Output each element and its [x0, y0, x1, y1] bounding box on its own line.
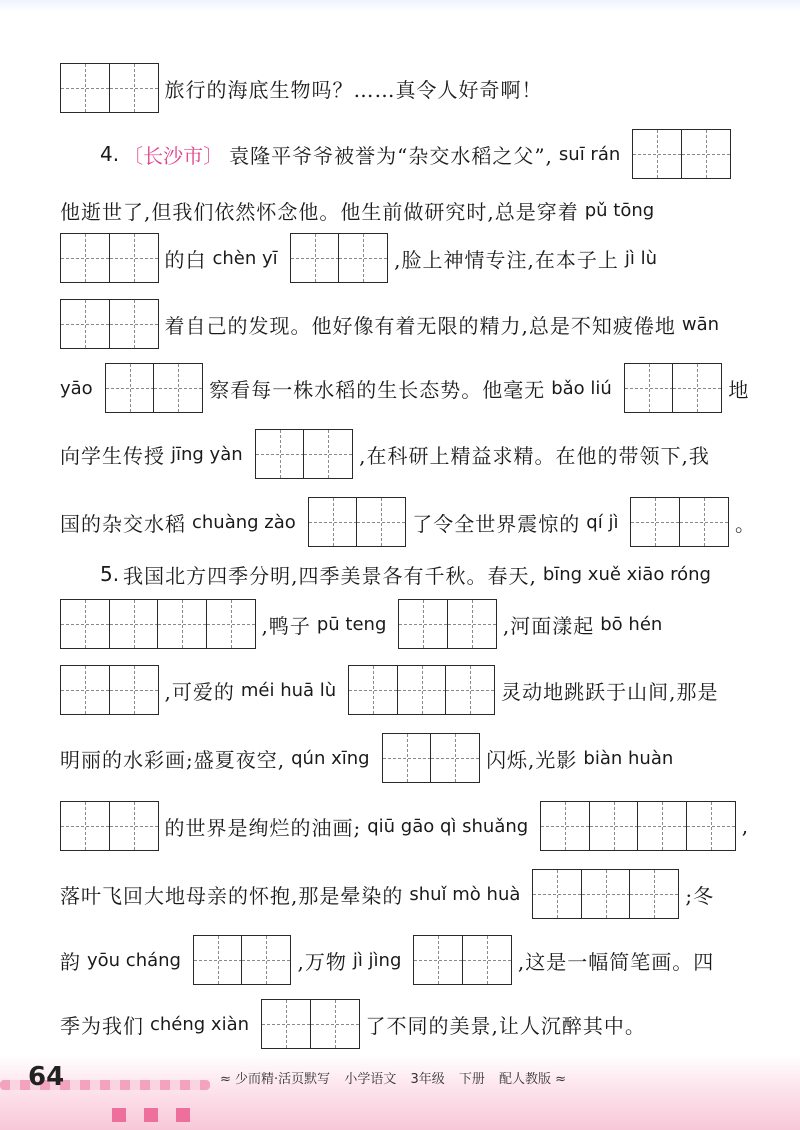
pinyin-prompt: pǔ tōng [584, 199, 655, 221]
answer-box-group[interactable] [60, 63, 159, 113]
answer-box-group[interactable] [60, 299, 159, 349]
answer-cell[interactable] [686, 801, 736, 851]
answer-box-group[interactable] [60, 599, 256, 649]
footer-subject: 小学语文 [344, 1072, 397, 1087]
answer-cell[interactable] [540, 801, 590, 851]
answer-box-group[interactable] [105, 363, 204, 413]
answer-cell[interactable] [241, 935, 291, 985]
pinyin-prompt: chèn yī [212, 247, 278, 269]
text-line [60, 664, 719, 716]
answer-cell[interactable] [206, 599, 256, 649]
line-text: 的世界是绚烂的油画; [164, 815, 362, 840]
text-line [60, 496, 756, 548]
text-line [60, 298, 725, 350]
answer-cell[interactable] [413, 935, 463, 985]
answer-cell[interactable] [60, 233, 110, 283]
pinyin-prompt: jì lù [624, 247, 658, 269]
region-label: 长沙市 [143, 143, 204, 168]
answer-cell[interactable] [109, 299, 159, 349]
page-number: 64 [28, 1062, 65, 1092]
pinyin-prompt: jì jìng [352, 949, 402, 971]
line-text: 我国北方四季分明,四季美景各有千秋。春天, [123, 563, 537, 588]
line-text: 着自己的发现。他好像有着无限的精力,总是不知疲倦地 [164, 313, 676, 338]
line-text: ,鸭子 [261, 613, 311, 638]
pink-square-icon [176, 1108, 190, 1122]
answer-cell[interactable] [310, 999, 360, 1049]
pinyin-prompt: qiū gāo qì shuǎng [367, 815, 529, 837]
pinyin-prompt: wān [681, 313, 720, 335]
answer-box-group[interactable] [261, 999, 360, 1049]
text-line [60, 732, 679, 784]
answer-cell[interactable] [382, 733, 432, 783]
line-text: 察看每一株水稻的生长态势。他毫无 [209, 377, 546, 402]
pinyin-prompt: yāo [60, 377, 93, 399]
line-text: 季为我们 [60, 1013, 144, 1038]
answer-cell[interactable] [109, 63, 159, 113]
answer-box-group[interactable] [630, 497, 729, 547]
line-text: 了不同的美景,让人沉醉其中。 [365, 1013, 646, 1038]
text-line [60, 800, 749, 852]
answer-box-group[interactable] [60, 801, 159, 851]
answer-cell[interactable] [193, 935, 243, 985]
answer-cell[interactable] [153, 363, 203, 413]
pinyin-prompt: qún xīng [291, 747, 370, 769]
line-text: ,可爱的 [164, 679, 235, 704]
answer-box-group[interactable] [413, 935, 512, 985]
answer-box-group[interactable] [632, 129, 731, 179]
answer-cell[interactable] [356, 497, 406, 547]
answer-cell[interactable] [589, 801, 639, 851]
text-line [60, 998, 646, 1050]
answer-cell[interactable] [60, 299, 110, 349]
line-text: , [741, 814, 750, 838]
answer-box-group[interactable] [532, 869, 679, 919]
answer-cell[interactable] [630, 497, 680, 547]
pink-square-icon [144, 1108, 158, 1122]
text-line [60, 362, 749, 414]
text-line [60, 934, 714, 986]
pinyin-prompt: bīng xuě xiāo róng [542, 563, 711, 585]
pinyin-prompt: suī rán [558, 143, 621, 165]
line-text: 韵 [60, 949, 81, 974]
line-text: ,脸上神情专注,在本子上 [394, 247, 619, 272]
line-text: ,这是一幅简笔画。四 [517, 949, 715, 974]
pinyin-prompt: shuǐ mò huà [409, 883, 521, 905]
footer-term: 下册 [458, 1072, 485, 1087]
footer-grade: 3年级 [410, 1072, 445, 1087]
answer-cell[interactable] [109, 233, 159, 283]
answer-cell[interactable] [624, 363, 674, 413]
answer-cell[interactable] [430, 733, 480, 783]
answer-cell[interactable] [637, 801, 687, 851]
line-text: 闪烁,光影 [486, 747, 578, 772]
answer-box-group[interactable] [60, 665, 159, 715]
pinyin-prompt: jīng yàn [171, 443, 243, 465]
line-text: 的白 [164, 247, 207, 272]
line-text: 袁隆平爷爷被誉为“杂交水稻之父”, [229, 143, 553, 168]
answer-cell[interactable] [447, 599, 497, 649]
answer-cell[interactable] [303, 429, 353, 479]
line-text: 灵动地跳跃于山间,那是 [501, 679, 719, 704]
answer-cell[interactable] [681, 129, 731, 179]
pinyin-prompt: pū teng [316, 613, 387, 635]
text-line [60, 598, 668, 650]
footer-edition: 配人教版 ≈ [499, 1072, 567, 1087]
line-text: 落叶飞回大地母亲的怀抱,那是晕染的 [60, 883, 404, 908]
answer-cell[interactable] [679, 497, 729, 547]
pinyin-prompt: yōu cháng [87, 949, 181, 971]
answer-cell[interactable] [109, 665, 159, 715]
answer-cell[interactable] [60, 599, 110, 649]
answer-cell[interactable] [261, 999, 311, 1049]
pinyin-prompt: biàn huàn [583, 747, 674, 769]
line-text: 。 [734, 511, 756, 536]
answer-cell[interactable] [672, 363, 722, 413]
line-text: ,万物 [297, 949, 347, 974]
line-text: 向学生传授 [60, 443, 165, 468]
answer-cell[interactable] [308, 497, 358, 547]
answer-cell[interactable] [462, 935, 512, 985]
line-text: 明丽的水彩画;盛夏夜空, [60, 747, 286, 772]
answer-box-group[interactable] [60, 233, 159, 283]
line-text: 旅行的海底生物吗？……真令人好奇啊！ [164, 77, 543, 102]
answer-cell[interactable] [397, 665, 447, 715]
text-line [60, 428, 710, 480]
answer-box-group[interactable] [348, 665, 495, 715]
answer-cell[interactable] [632, 129, 682, 179]
pink-square-icon [112, 1108, 126, 1122]
answer-box-group[interactable] [290, 233, 389, 283]
text-line [60, 62, 543, 114]
pinyin-prompt: chéng xiàn [150, 1013, 250, 1035]
question-number: 5. [100, 562, 120, 586]
answer-box-group[interactable] [255, 429, 354, 479]
text-line [60, 232, 663, 284]
footer-book-info [215, 1068, 571, 1087]
line-text: 他逝世了,但我们依然怀念他。他生前做研究时,总是穿着 [60, 199, 579, 224]
answer-cell[interactable] [109, 599, 159, 649]
answer-cell[interactable] [157, 599, 207, 649]
answer-cell[interactable] [255, 429, 305, 479]
pinyin-prompt: méi huā lù [240, 679, 337, 701]
footer-series: ≈ 少而精·活页默写 [220, 1072, 331, 1087]
answer-cell[interactable] [105, 363, 155, 413]
text-line [60, 184, 660, 236]
line-text: 了令全世界震惊的 [412, 511, 581, 536]
answer-cell[interactable] [348, 665, 398, 715]
answer-box-group[interactable] [308, 497, 407, 547]
answer-box-group[interactable] [624, 363, 723, 413]
question-5-line [100, 548, 717, 600]
answer-cell[interactable] [109, 801, 159, 851]
answer-cell[interactable] [581, 869, 631, 919]
answer-cell[interactable] [60, 63, 110, 113]
question-4-line [100, 128, 737, 180]
text-line [60, 868, 714, 920]
answer-box-group[interactable] [540, 801, 736, 851]
line-text: ,在科研上精益求精。在他的带领下,我 [359, 443, 710, 468]
top-edge [0, 0, 800, 12]
footer-square-decoration [112, 1108, 190, 1122]
question-number: 4. [100, 142, 120, 166]
answer-cell[interactable] [60, 801, 110, 851]
answer-box-group[interactable] [382, 733, 481, 783]
line-text: 地 [728, 377, 750, 402]
answer-cell[interactable] [338, 233, 388, 283]
pinyin-prompt: chuàng zào [192, 511, 296, 533]
line-text: ,河面漾起 [502, 613, 595, 638]
line-text: ;冬 [685, 883, 715, 908]
answer-box-group[interactable] [193, 935, 292, 985]
answer-cell[interactable] [629, 869, 679, 919]
answer-cell[interactable] [290, 233, 340, 283]
pinyin-prompt: bǎo liú [551, 377, 612, 399]
answer-box-group[interactable] [398, 599, 497, 649]
answer-cell[interactable] [445, 665, 495, 715]
pinyin-prompt: qí jì [586, 511, 619, 533]
pinyin-prompt: bō hén [600, 613, 663, 635]
answer-cell[interactable] [532, 869, 582, 919]
region-tag: 〔长沙市〕 [123, 143, 224, 168]
answer-cell[interactable] [60, 665, 110, 715]
answer-cell[interactable] [398, 599, 448, 649]
line-text: 国的杂交水稻 [60, 511, 186, 536]
